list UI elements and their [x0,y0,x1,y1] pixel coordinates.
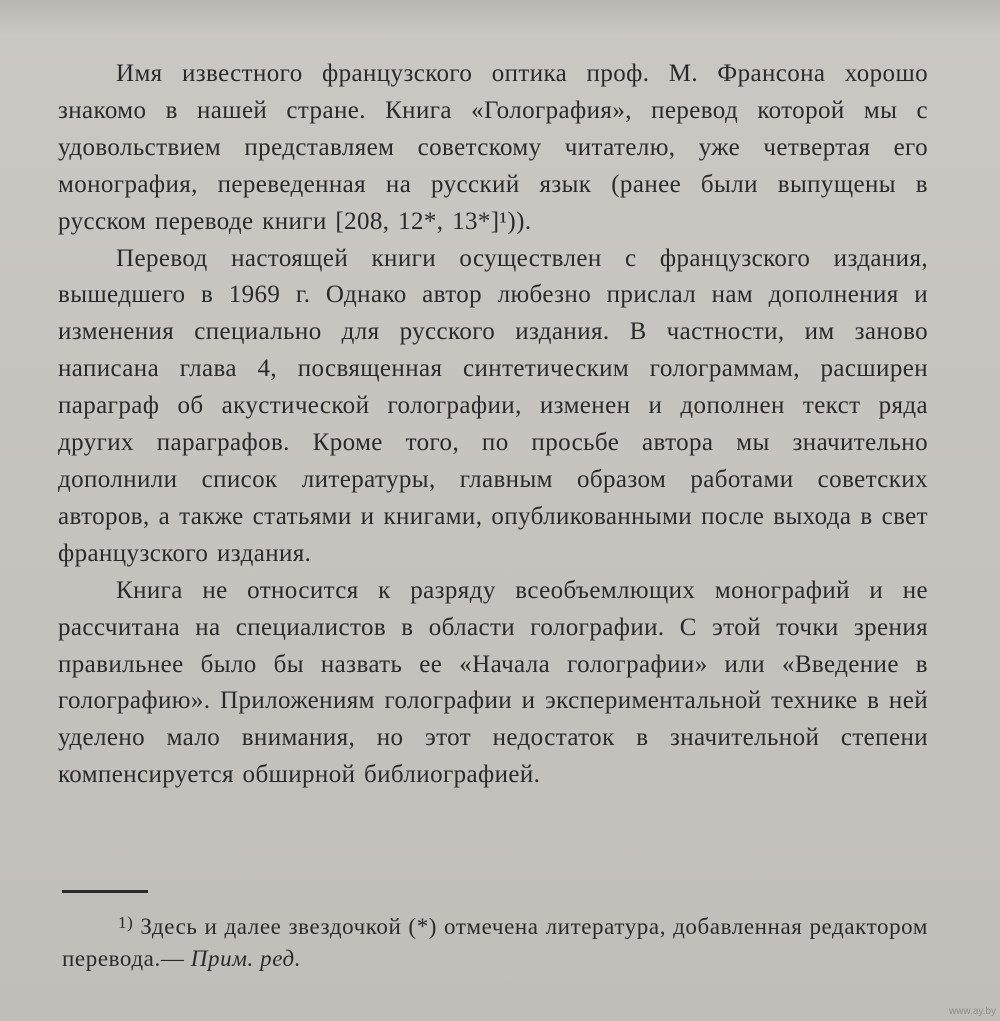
paragraph-translation: Перевод настоящей книги осуществлен с французского издания, вышедшего в 1969 г. Однако автор любезно прислал нам дополнения и изменения специально для русского издания. В частности, им заново написана глава 4, посвященная синтетическим голограммам, расширен параграф об акустической голографии, изменен и дополнен текст ряда других параграфов. Кроме того, по просьбе автора мы значительно дополнили список литературы, главным образом работами советских авторов, а также статьями и книгами, опубликованными после выхода в свет французского издания. [58,244,928,567]
previous-line-bleed [0,0,1000,34]
editor-note: Прим. ред. [190,946,302,971]
footnote-text: Здесь и далее звездочкой (*) отмечена литература, добавленная редактором перевода.— [62,914,928,971]
body-text [58,56,928,794]
watermark: www.ay.by [948,1006,996,1017]
footnote [62,907,928,975]
footnote-divider [62,890,148,893]
paragraph-scope: Книга не относится к разряду всеобъемлющих монографий и не рассчитана на специалистов в области голографии. С этой точки зрения правильнее было бы назвать ее «Начала голографии» или «Введение в голографию». Приложениям голографии и экспериментальной технике в ней уделено мало внимания, но этот недостаток в значительной степени компенсируется обширной библиографией. [58,576,928,789]
footnote-marker: 1) [118,913,134,932]
paragraph-intro: Имя известного французского оптика проф. М. Франсона хорошо знакомо в нашей стране. Книга «Голография», перевод которой мы с удовольствием представляем советскому читателю, уже четвертая его монография, переведенная на русский язык (ранее были выпущены в русском переводе книги [208, 12*, 13*]¹)). [58,60,928,235]
